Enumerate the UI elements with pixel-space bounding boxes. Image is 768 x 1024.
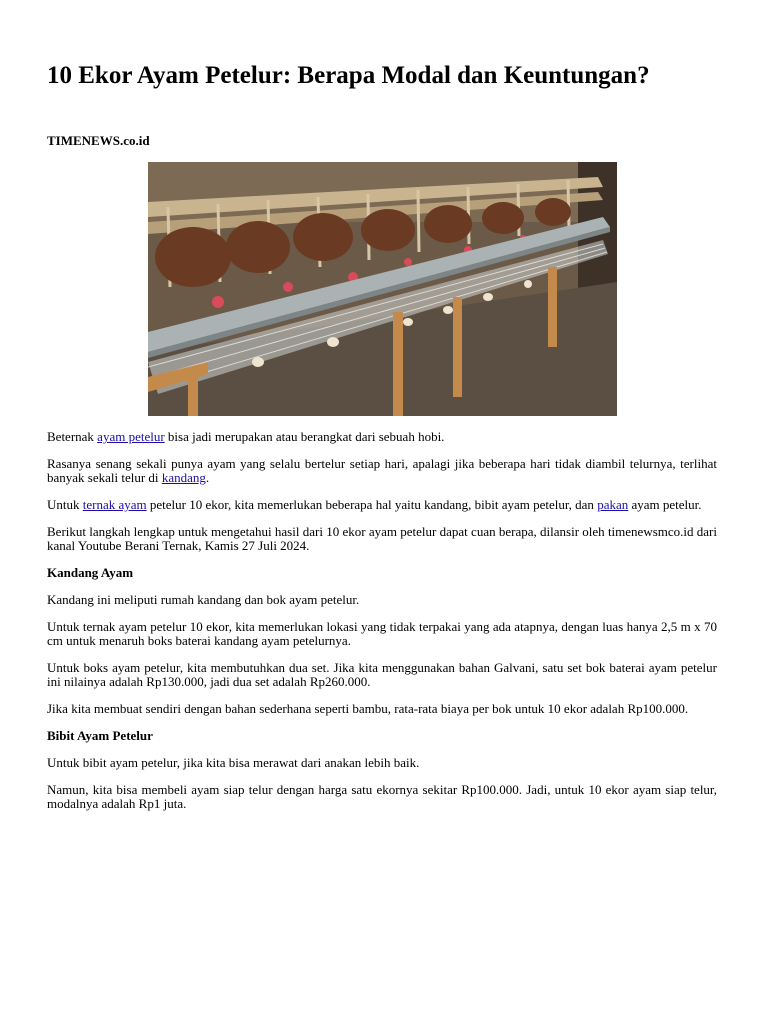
text: bisa jadi merupakan atau berangkat dari sebuah hobi. <box>164 429 445 444</box>
article-source: TIMENEWS.co.id <box>47 133 150 148</box>
text: petelur 10 ekor, kita memerlukan beberapa hal yaitu kandang, bibit ayam petelur, dan <box>146 497 598 512</box>
text: Untuk <box>47 497 83 512</box>
paragraph: Jika kita membuat sendiri dengan bahan sederhana seperti bambu, rata-rata biaya per bok untuk 10 ekor adalah Rp100.000. <box>47 701 689 716</box>
link-ayam-petelur[interactable]: ayam petelur <box>97 429 165 444</box>
paragraph: Namun, kita bisa membeli ayam siap telur dengan harga satu ekornya sekitar Rp100.000. Jadi, untuk 10 ekor ayam siap telur, modalnya adalah Rp1 juta. <box>47 782 717 811</box>
link-kandang[interactable]: kandang <box>161 470 206 485</box>
paragraph: Untuk boks ayam petelur, kita membutuhkan dua set. Jika kita menggunakan bahan Galvani, satu set bok baterai ayam petelur ini nilainya adalah Rp130.000, jadi dua set adalah Rp260.000. <box>47 660 717 689</box>
paragraph <box>47 498 717 512</box>
paragraph <box>47 430 717 444</box>
text: Rasanya senang sekali punya ayam yang selalu bertelur setiap hari, apalagi jika beberapa hari tidak diambil telurnya, terlihat banyak sekali telur di <box>47 456 717 485</box>
section-heading: Kandang Ayam <box>47 565 134 580</box>
chicken-cage-photo <box>148 162 617 416</box>
text: Beternak <box>47 429 98 444</box>
text: . <box>205 470 210 485</box>
link-pakan[interactable]: pakan <box>597 497 629 512</box>
text: ayam petelur. <box>628 497 702 512</box>
paragraph: Untuk bibit ayam petelur, jika kita bisa merawat dari anakan lebih baik. <box>47 755 420 770</box>
section-heading: Bibit Ayam Petelur <box>47 728 153 743</box>
paragraph: Berikut langkah lengkap untuk mengetahui hasil dari 10 ekor ayam petelur dapat cuan berapa, dilansir oleh timenewsmco.id dari kanal Youtube Berani Ternak, Kamis 27 Juli 2024. <box>47 524 717 553</box>
article-title: 10 Ekor Ayam Petelur: Berapa Modal dan Keuntungan? <box>47 62 650 89</box>
article-body <box>47 430 717 824</box>
link-ternak-ayam[interactable]: ternak ayam <box>82 497 147 512</box>
paragraph <box>47 457 717 485</box>
paragraph: Kandang ini meliputi rumah kandang dan bok ayam petelur. <box>47 592 360 607</box>
paragraph: Untuk ternak ayam petelur 10 ekor, kita memerlukan lokasi yang tidak terpakai yang ada atapnya, dengan luas hanya 2,5 m x 70 cm untuk menaruh boks baterai kandang ayam petelurnya. <box>47 619 717 648</box>
article-photo <box>148 162 617 416</box>
